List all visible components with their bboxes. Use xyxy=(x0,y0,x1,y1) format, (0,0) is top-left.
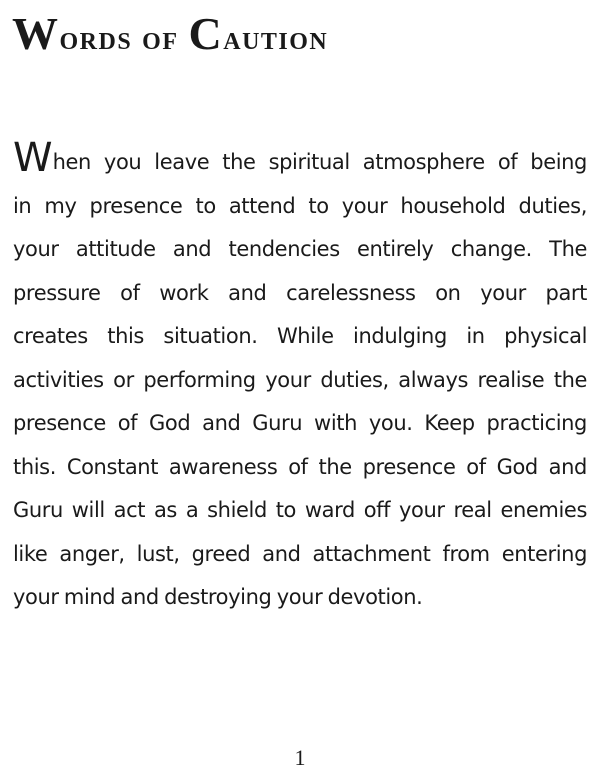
paragraph-line: Guru will act as a shield to ward off your real enemies xyxy=(13,498,587,522)
paragraph-line: in my presence to attend to your household duties, xyxy=(13,193,587,218)
paragraph-line: your mind and destroying your devotion. xyxy=(13,585,423,609)
paragraph-line: activities or performing your duties, always realise the xyxy=(13,367,587,392)
paragraph-line xyxy=(13,135,587,185)
paragraph-line: your attitude and tendencies entirely change. The xyxy=(13,237,587,261)
title-initial-c: C xyxy=(188,8,224,59)
page-number: 1 xyxy=(294,745,306,770)
paragraph-line: creates this situation. While indulging in physical xyxy=(13,324,587,348)
paragraph-line: pressure of work and carelessness on your part xyxy=(13,280,587,305)
paragraph-line: this. Constant awareness of the presence of God and xyxy=(13,454,587,479)
title-word-2-rest: aution xyxy=(223,20,329,57)
body-paragraph xyxy=(13,135,587,620)
paragraph-line: like anger, lust, greed and attachment from entering xyxy=(13,541,587,566)
paragraph-line: presence of God and Guru with you. Keep practicing xyxy=(13,411,587,435)
title-word-1-rest: ords of xyxy=(59,20,189,57)
page-title xyxy=(12,6,328,61)
drop-cap: W xyxy=(13,135,53,181)
title-initial-w: W xyxy=(12,8,60,59)
paragraph-line-text: hen you leave the spiritual atmosphere of being xyxy=(52,150,587,174)
